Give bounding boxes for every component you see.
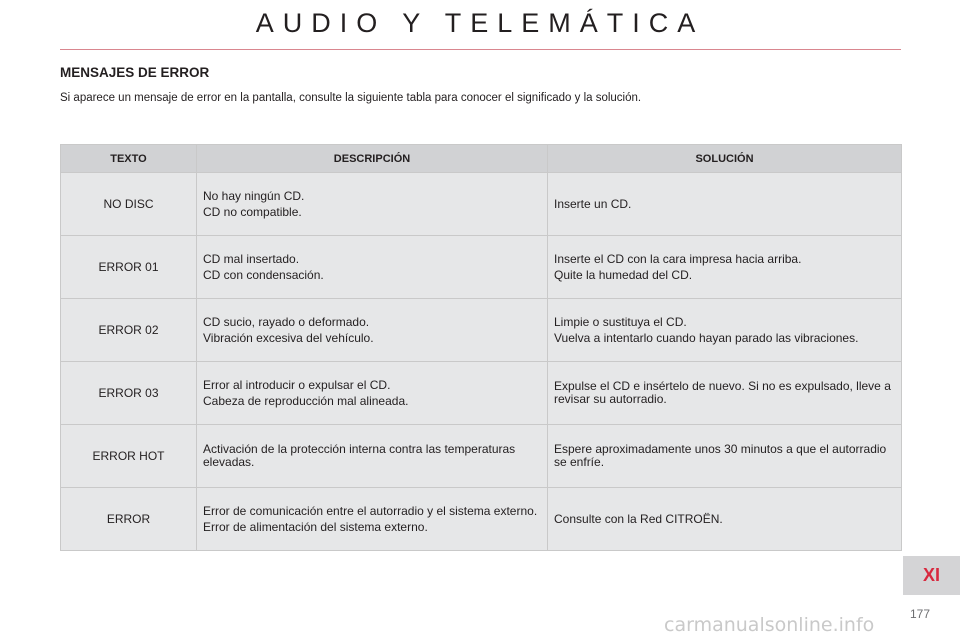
solution-line: Quite la humedad del CD. bbox=[554, 267, 693, 282]
page-title: AUDIO Y TELEMÁTICA bbox=[255, 8, 705, 38]
solution-line: Consulte con la Red CITROËN. bbox=[554, 511, 723, 526]
table-row bbox=[61, 173, 902, 236]
solution-cell bbox=[548, 488, 902, 551]
solution-cell bbox=[548, 173, 902, 236]
description-line: No hay ningún CD. bbox=[203, 188, 305, 203]
error-code: ERROR HOT bbox=[61, 425, 197, 488]
solution-line: Inserte el CD con la cara impresa hacia arriba. bbox=[554, 251, 802, 266]
description-cell bbox=[197, 425, 548, 488]
solution-cell bbox=[548, 362, 902, 425]
chapter-tab bbox=[903, 556, 960, 595]
header-texto: TEXTO bbox=[61, 145, 197, 173]
chapter-label: XI bbox=[922, 565, 940, 585]
description-line: Cabeza de reproducción mal alineada. bbox=[203, 393, 409, 408]
solution-cell bbox=[548, 299, 902, 362]
page-number: 177 bbox=[910, 607, 931, 621]
description-line: CD no compatible. bbox=[203, 204, 302, 219]
solution-cell bbox=[548, 425, 902, 488]
description-line: CD sucio, rayado o deformado. bbox=[203, 314, 370, 329]
description-line: CD mal insertado. bbox=[203, 251, 300, 266]
error-code: NO DISC bbox=[61, 173, 197, 236]
error-code: ERROR 02 bbox=[61, 299, 197, 362]
watermark: carmanualsonline.info bbox=[664, 614, 875, 636]
description-cell bbox=[197, 236, 548, 299]
description-cell bbox=[197, 173, 548, 236]
table-row bbox=[61, 488, 902, 551]
description-cell bbox=[197, 362, 548, 425]
description-line: Error de alimentación del sistema externo. bbox=[203, 519, 428, 534]
error-code: ERROR 01 bbox=[61, 236, 197, 299]
table-row bbox=[61, 425, 902, 488]
description-cell bbox=[197, 299, 548, 362]
solution-line: Vuelva a intentarlo cuando hayan parado las vibraciones. bbox=[554, 330, 859, 345]
description-line: Error al introducir o expulsar el CD. bbox=[203, 377, 391, 392]
title-divider bbox=[60, 49, 901, 50]
description-line: Error de comunicación entre el autorradio y el sistema externo. bbox=[203, 503, 538, 518]
solution-line: Inserte un CD. bbox=[554, 196, 632, 211]
table-row bbox=[61, 362, 902, 425]
error-messages-table bbox=[60, 144, 902, 551]
error-code: ERROR 03 bbox=[61, 362, 197, 425]
header-solucion: SOLUCIÓN bbox=[548, 145, 902, 173]
error-code: ERROR bbox=[61, 488, 197, 551]
section-heading: MENSAJES DE ERROR bbox=[60, 65, 210, 80]
intro-paragraph: Si aparece un mensaje de error en la pantalla, consulte la siguiente tabla para conocer el significado y la solución. bbox=[60, 92, 642, 104]
header-descripcion: DESCRIPCIÓN bbox=[197, 145, 548, 173]
description-line: Activación de la protección interna contra las temperaturas elevadas. bbox=[203, 442, 516, 469]
description-line: Vibración excesiva del vehículo. bbox=[203, 330, 374, 345]
solution-line: Expulse el CD e insértelo de nuevo. Si no es expulsado, lleve a revisar su autorradio. bbox=[554, 379, 891, 406]
description-line: CD con condensación. bbox=[203, 267, 324, 282]
solution-line: Limpie o sustituya el CD. bbox=[554, 314, 687, 329]
description-cell bbox=[197, 488, 548, 551]
table-row bbox=[61, 299, 902, 362]
table-header-row bbox=[61, 145, 902, 173]
solution-cell bbox=[548, 236, 902, 299]
table-row bbox=[61, 236, 902, 299]
solution-line: Espere aproximadamente unos 30 minutos a que el autorradio se enfríe. bbox=[554, 442, 887, 469]
